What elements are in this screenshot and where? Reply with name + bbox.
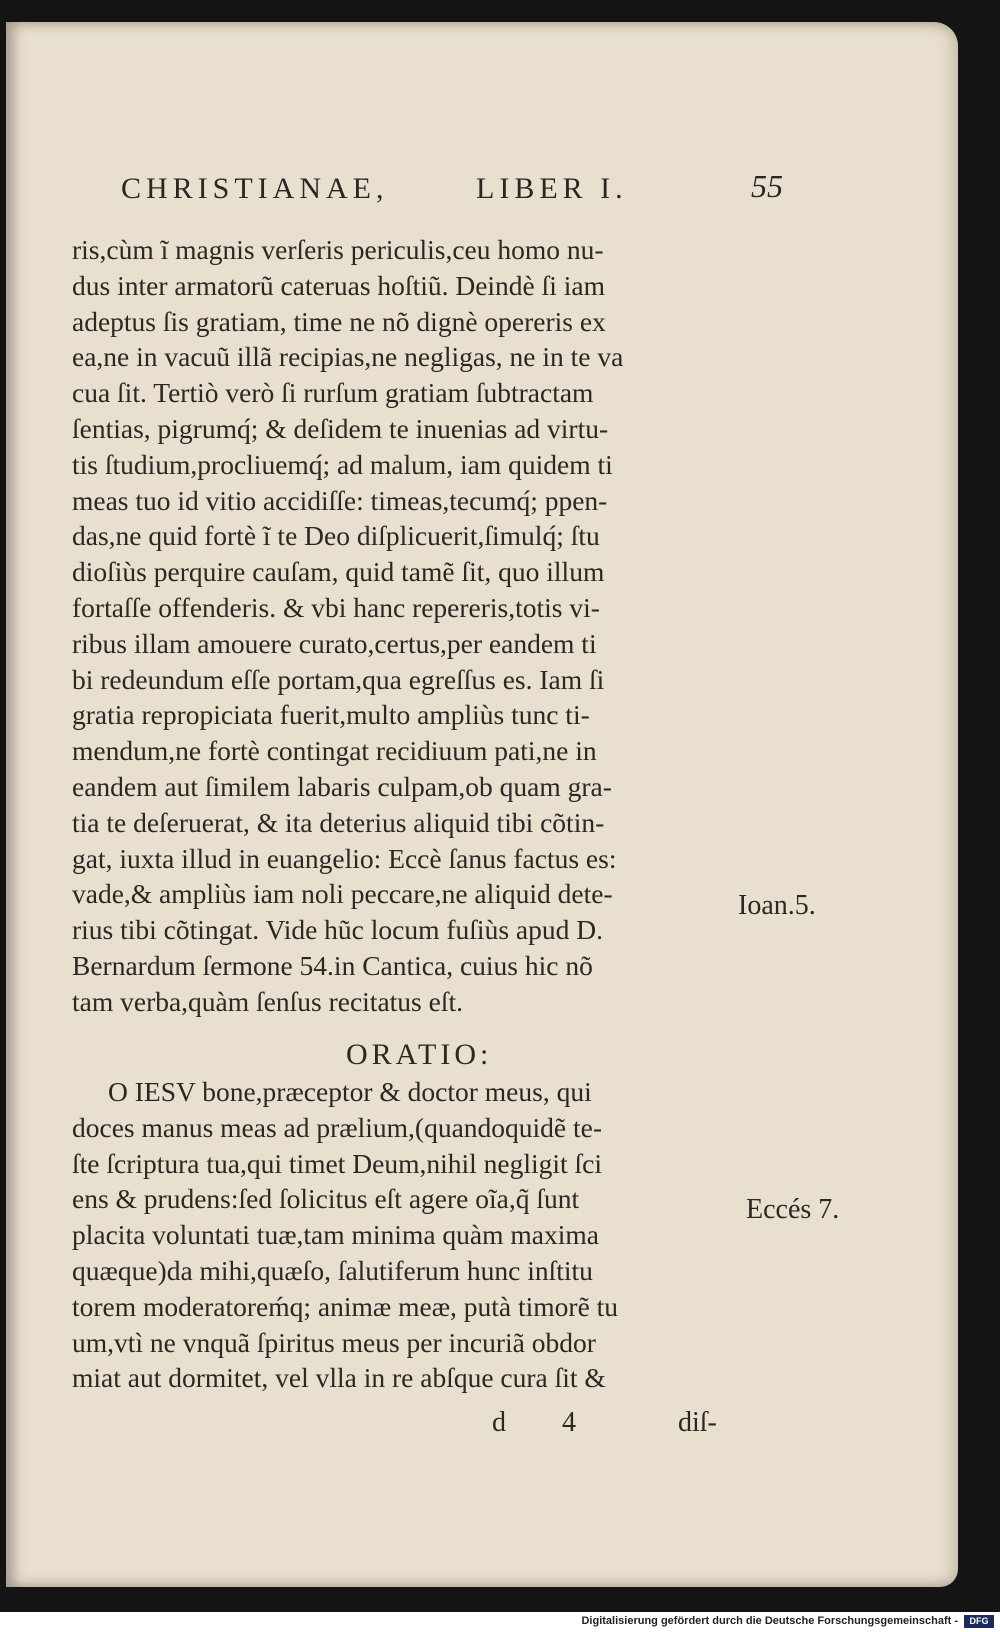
text-line: vade,& ampliùs iam noli peccare,ne aliquid dete-	[72, 878, 613, 910]
text-line: meas tuo id vitio accidiſſe: timeas,tecumq́; ppen-	[72, 484, 608, 516]
footer-credit: Digitalisierung gefördert durch die Deutsche Forschungsgemeinschaft -	[581, 1615, 958, 1627]
text-line: tis ſtudium,procliuemq́; ad malum, iam quidem ti	[72, 448, 613, 480]
text-line: quæque)da mihi,quæſo, ſalutiferum hunc inſtitu	[72, 1254, 593, 1286]
book-page	[6, 22, 958, 1587]
signature-number: 4	[562, 1407, 576, 1438]
text-line: cua ſit. Tertiò verò ſi rurſum gratiam ſubtractam	[72, 377, 594, 409]
text-line: dioſiùs perquire cauſam, quid tamẽ ſit, quo illum	[72, 556, 605, 588]
text-line: ens & prudens:ſed ſolicitus eſt agere oĩa,q̃ ſunt	[72, 1183, 580, 1215]
text-line: placita voluntati tuæ,tam minima quàm maxima	[72, 1219, 599, 1251]
page-number: 55	[751, 168, 783, 204]
text-line: ſte ſcriptura tua,qui timet Deum,nihil negligit ſci	[72, 1147, 603, 1179]
header-title: CHRISTIANAE,	[121, 172, 389, 205]
text-line: rius tibi cõtingat. Vide hũc locum fuſiùs apud D.	[72, 914, 603, 946]
text-line: gratia repropiciata fuerit,multo ampliùs tunc ti-	[72, 699, 590, 731]
text-line: um,vtì ne vnquã ſpiritus meus per incuriã obdor	[72, 1326, 596, 1358]
prayer-text	[72, 1074, 732, 1396]
margin-note-ioan: Ioan.5.	[738, 890, 816, 921]
body-text	[72, 232, 732, 1020]
text-line: fortaſſe offenderis. & vbi hanc repereris,totis vi-	[72, 591, 600, 623]
text-line: dus inter armatorũ cateruas hoſtiũ. Deindè ſi iam	[72, 269, 606, 301]
text-line: adeptus ſis gratiam, time ne nõ dignè opereris ex	[72, 305, 606, 337]
prayer-heading: ORATIO:	[346, 1038, 493, 1071]
text-line: das,ne quid fortè ĩ te Deo diſplicuerit,ſimulq́; ſtu	[72, 520, 600, 552]
text-line: bi redeundum eſſe portam,qua egreſſus es. Iam ſi	[72, 663, 605, 695]
text-line: doces manus meas ad prælium,(quandoquidẽ te-	[72, 1111, 603, 1143]
text-line: Bernardum ſermone 54.in Cantica, cuius hic nõ	[72, 949, 593, 981]
text-line: ribus illam amouere curato,certus,per eandem ti	[72, 627, 597, 659]
text-line: ſentias, pigrumq́; & deſidem te inuenias ad virtu-	[72, 412, 609, 444]
text-line: ea,ne in vacuũ illã recipias,ne negligas, ne in te va	[72, 341, 624, 373]
dfg-logo: DFG	[964, 1615, 994, 1628]
text-line: eandem aut ſimilem labaris culpam,ob quam gra-	[72, 770, 612, 802]
signature-letter: d	[492, 1407, 506, 1438]
header-book: LIBER I.	[476, 172, 628, 205]
text-line: O IESV bone,præceptor & doctor meus, qui	[108, 1076, 592, 1107]
text-line: miat aut dormitet, vel vlla in re abſque cura ſit &	[72, 1362, 606, 1394]
text-line: mendum,ne fortè contingat recidiuum pati,ne in	[72, 735, 597, 767]
text-line: tia te deſeruerat, & ita deterius aliquid tibi cõtin-	[72, 806, 605, 838]
running-header	[121, 168, 841, 208]
margin-note-eccles: Eccés 7.	[746, 1194, 840, 1225]
digitization-footer	[0, 1612, 1000, 1632]
text-line: ris,cùm ĩ magnis verſeris periculis,ceu homo nu-	[72, 234, 604, 265]
text-line: gat, iuxta illud in euangelio: Eccè ſanus factus es:	[72, 842, 617, 874]
text-line: tam verba,quàm ſenſus recitatus eſt.	[72, 985, 463, 1017]
text-line: torem moderatoreḿq; animæ meæ, putà timorẽ tu	[72, 1290, 619, 1322]
catchword: diſ-	[678, 1407, 717, 1438]
